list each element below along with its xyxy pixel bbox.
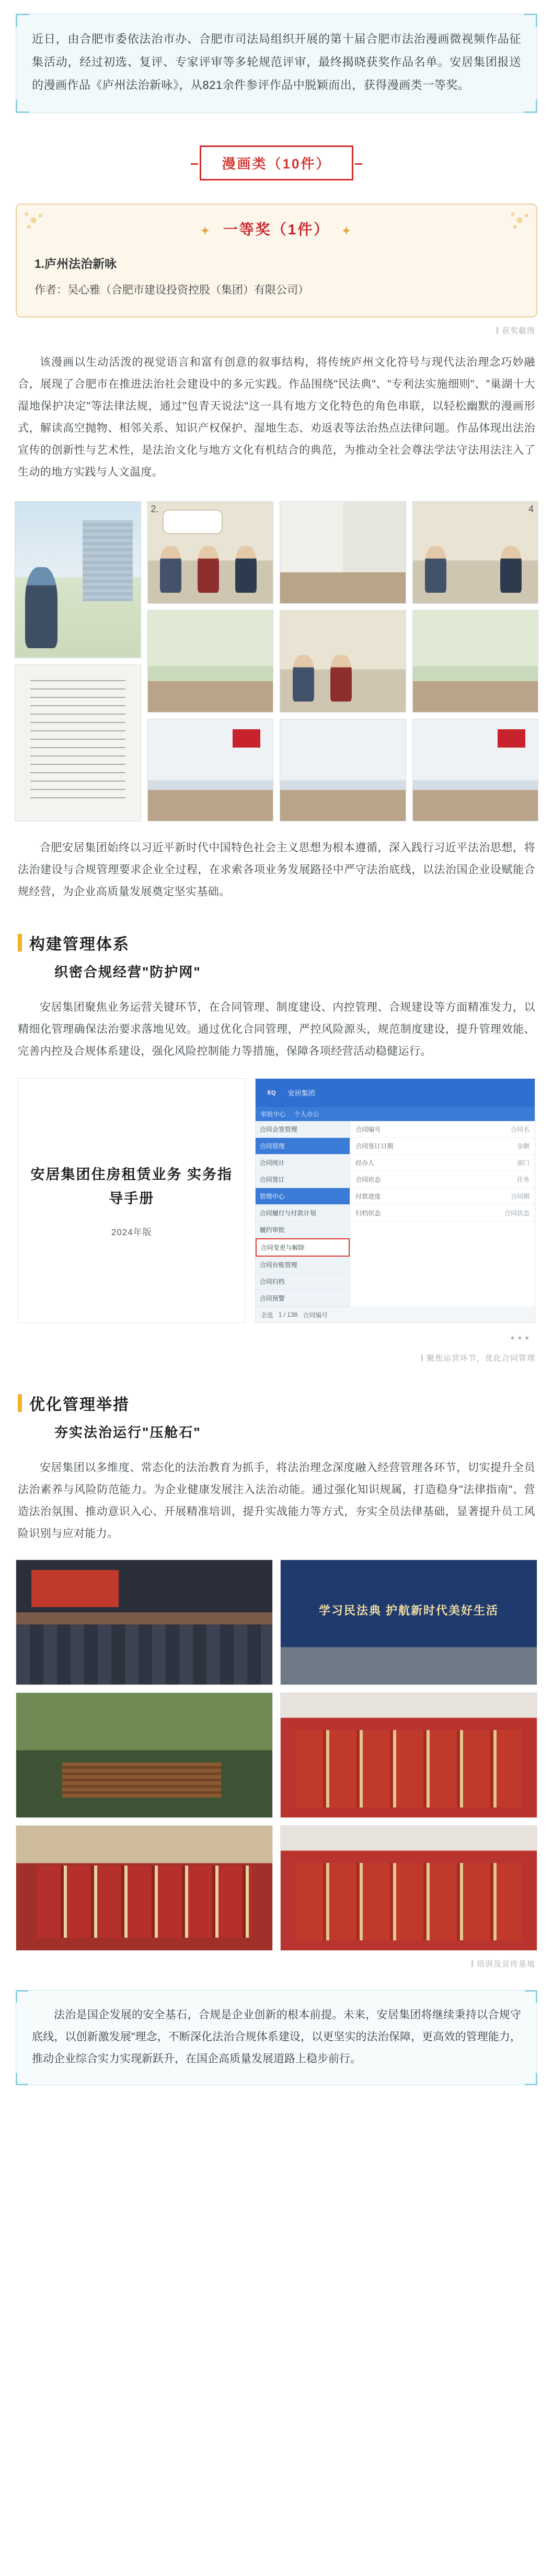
detail-value: 合同名 bbox=[510, 1125, 529, 1133]
corner-decoration-top-left bbox=[16, 14, 29, 27]
text-lines-art bbox=[30, 680, 125, 805]
banner-tick-right-icon bbox=[355, 163, 362, 165]
figure-art bbox=[330, 655, 352, 702]
manual-cover bbox=[18, 1078, 246, 1323]
comic-panel-number: 2. bbox=[151, 503, 159, 514]
caption-text: 获奖截图 bbox=[501, 326, 535, 335]
sparkle-left-icon: ✦ bbox=[201, 225, 211, 237]
sidebar-item-contract-change[interactable]: 合同变更与解除 bbox=[256, 1238, 350, 1257]
manual-caption bbox=[0, 1345, 553, 1363]
detail-row bbox=[350, 1188, 535, 1205]
closing-text: 法治是国企发展的安全基石，合规是企业创新的根本前提。未来，安居集团将继续秉持以合规守底线，以创新激发展"理念，不断深化法治合规体系建设，以更坚实的法治保障，更高效的管理能力，推动企业综合实力实现新跃升，在国企高质量发展道路上稳步前行。 bbox=[32, 2008, 521, 2065]
corner-decoration-bottom-right bbox=[525, 2073, 537, 2085]
comic-panel bbox=[280, 719, 406, 821]
app-logo-icon: EQ bbox=[261, 1082, 283, 1104]
banner-tick-left-icon bbox=[191, 163, 198, 165]
caption-bar-icon bbox=[421, 1354, 423, 1361]
sidebar-item-contract-signoff[interactable]: 合同会签管理 bbox=[256, 1121, 350, 1138]
app-body bbox=[256, 1121, 535, 1307]
caption-bar-icon bbox=[471, 1960, 473, 1967]
app-tabs[interactable] bbox=[256, 1107, 535, 1121]
intro-section bbox=[0, 0, 553, 118]
caption-text: 培训及宣传基地 bbox=[476, 1959, 535, 1969]
detail-row bbox=[350, 1205, 535, 1222]
figure-art bbox=[25, 567, 57, 648]
section-title: 优化管理举措 bbox=[29, 1396, 130, 1414]
photo-gallery bbox=[0, 1545, 553, 1951]
contract-system-screenshot bbox=[255, 1078, 535, 1323]
category-banner-wrap bbox=[0, 145, 553, 180]
award-title: 一等奖（1件） bbox=[223, 221, 330, 238]
desk-art bbox=[413, 681, 538, 711]
detail-row bbox=[350, 1155, 535, 1171]
banner-text-art: 学习民法典 护航新时代美好生活 bbox=[318, 1604, 499, 1618]
sidebar-item-contract-signing[interactable]: 合同签订 bbox=[256, 1171, 350, 1188]
comic-panel bbox=[147, 610, 274, 713]
sidebar-item-contract-management[interactable]: 合同管理 bbox=[256, 1138, 350, 1155]
sidebar-item-performance-payment-plan[interactable]: 合同履行与付款计划 bbox=[256, 1205, 350, 1222]
comic-panel bbox=[412, 501, 539, 604]
accent-bar-icon bbox=[18, 1394, 22, 1412]
book-stack-art bbox=[37, 1866, 252, 1938]
intro-text: 近日，由合肥市委依法治市办、合肥市司法局组织开展的第十届合肥市法治漫画微视频作品征集活动，经过初选、复评、专家评审等多轮规范评审，最终揭晓获奖作品名单。安居集团报送的漫画作品《庐州法治新咏》，从821余件参评作品中脱颖而出，获得漫画类一等奖。 bbox=[32, 32, 521, 92]
sidebar-item-contract-archive[interactable]: 合同归档 bbox=[256, 1273, 350, 1290]
detail-key: 合同编号 bbox=[355, 1125, 381, 1133]
manual-title: 安居集团住房租赁业务 实务指导手册 bbox=[30, 1167, 233, 1207]
accent-bar-icon bbox=[18, 934, 22, 952]
desk-art bbox=[413, 790, 538, 820]
bench-art bbox=[62, 1762, 221, 1798]
comic-panel bbox=[15, 664, 141, 821]
comic-column-4 bbox=[412, 501, 539, 821]
section-subtitle: 夯实法治运行"压舱石" bbox=[54, 1424, 201, 1440]
comic-panel bbox=[147, 501, 274, 604]
figure-art bbox=[235, 546, 257, 593]
comic-panel bbox=[280, 501, 406, 604]
comic-panel bbox=[15, 501, 141, 658]
section-build-system bbox=[0, 903, 553, 981]
award-title-row bbox=[34, 218, 519, 239]
book-stack-art bbox=[296, 1730, 521, 1807]
detail-value: 任务 bbox=[516, 1176, 529, 1183]
sidebar-item-contract-alert[interactable]: 合同预警 bbox=[256, 1290, 350, 1307]
award-section bbox=[0, 186, 553, 318]
comic-column-3 bbox=[280, 501, 406, 821]
figure-art bbox=[160, 546, 181, 593]
sidebar-item-performance-approval[interactable]: 履约审批 bbox=[256, 1222, 350, 1238]
intro-card bbox=[16, 14, 537, 113]
section-title-row bbox=[18, 931, 535, 954]
projection-screen-art bbox=[31, 1570, 119, 1607]
comic-panel bbox=[280, 610, 406, 713]
award-author: 作者：吴心雅（合肥市建设投资控股（集团）有限公司） bbox=[34, 284, 309, 296]
category-banner-label: 漫画类（10件） bbox=[222, 156, 331, 172]
closing-section bbox=[0, 1969, 553, 2117]
management-paragraph: 安居集团聚焦业务运营关键环节，在合同管理、制度建设、内控管理、合规建设等方面精准发力，以精细化管理确保法治要求落地见效。通过优化合同管理，严控风险源头，规范制度建设，提升管理效能、完善内控及合规体系建设，强化风险控制能力等措施，保障各项经营活动稳健运行。 bbox=[18, 1001, 535, 1057]
corner-decoration-bottom-left bbox=[16, 99, 29, 113]
app-sidebar[interactable] bbox=[256, 1121, 351, 1307]
section-title-row bbox=[18, 1392, 535, 1415]
closing-card bbox=[16, 1990, 537, 2085]
caption-bar-icon bbox=[497, 327, 498, 334]
detail-key: 合同签订日期 bbox=[355, 1142, 394, 1150]
photo-books-2 bbox=[16, 1825, 273, 1951]
detail-row bbox=[350, 1171, 535, 1188]
photo-books-1 bbox=[280, 1692, 537, 1818]
comic-panel bbox=[412, 719, 539, 821]
section-subtitle: 织密合规经营"防护网" bbox=[54, 964, 201, 980]
flag-art bbox=[233, 729, 260, 748]
tab-personal-office[interactable]: 个人办公 bbox=[294, 1110, 319, 1118]
desk-art bbox=[148, 790, 273, 820]
corner-decoration-top-right bbox=[524, 14, 537, 27]
detail-key: 合同状态 bbox=[355, 1176, 381, 1183]
comic-panel bbox=[147, 719, 274, 821]
desk-art bbox=[280, 572, 406, 603]
desk-art bbox=[148, 681, 273, 711]
detail-row bbox=[350, 1138, 535, 1155]
sidebar-item-contract-stats[interactable]: 合同统计 bbox=[256, 1155, 350, 1171]
detail-value: 合同期 bbox=[510, 1192, 529, 1200]
after-comic-paragraph: 合肥安居集团始终以习近平新时代中国特色社会主义思想为根本遵循，深入践行习近平法治思想，将法治建设与合规管理要求企业全过程，在求索各项业务发展路径中严守法治底线，以法治国企业设赋能合规经营，为企业高质量发展奠定坚实基础。 bbox=[18, 841, 535, 898]
building-art bbox=[83, 520, 133, 601]
detail-row bbox=[350, 1121, 535, 1138]
corner-decoration-bottom-left bbox=[16, 2073, 28, 2085]
training-caption bbox=[0, 1951, 553, 1969]
corner-decoration-top-right bbox=[525, 1990, 537, 2003]
app-footer[interactable] bbox=[256, 1307, 535, 1323]
photo-outdoor bbox=[16, 1692, 273, 1818]
category-banner bbox=[200, 145, 354, 180]
photo-banner bbox=[280, 1560, 537, 1685]
app-name: 安居集团 bbox=[287, 1089, 315, 1098]
desk-art bbox=[280, 790, 406, 820]
award-item: 1.庐州法治新咏 bbox=[34, 257, 117, 270]
footer-action[interactable]: 合同编号 bbox=[303, 1311, 328, 1319]
paging-indicator[interactable]: 1 / 138 bbox=[278, 1311, 298, 1319]
sparkle-right-icon: ✦ bbox=[342, 225, 352, 237]
comic-intro-paragraph: 该漫画以生动活泼的视觉语言和富有创意的叙事结构，将传统庐州文化符号与现代法治理念巧妙融合，展现了合肥市在推进法治社会建设中的多元实践。作品围绕"民法典"、"专利法实施细则"、"巢湖十大湿地保护决定"等法律法规，通过"包青天说法"这一具有地方文化特色的角色串联，以轻松幽默的漫画形式，解读高空抛物、相邻关系、知识产权保护、湿地生态、劝返表等法治热点法律问题。作品体现出法治宣传的创新性与艺术性，是法治文化与地方文化有机结合的典范，为推动全社会尊法学法守法用法注入了生动的地方实践与人文温度。 bbox=[18, 356, 535, 478]
comic-panel-number: 4 bbox=[528, 503, 534, 514]
photo-conference bbox=[16, 1560, 273, 1685]
section-optimize bbox=[0, 1363, 553, 1441]
comic-column-2 bbox=[147, 501, 274, 821]
detail-value: 部门 bbox=[516, 1159, 529, 1167]
sidebar-item-management-center[interactable]: 管理中心 bbox=[256, 1188, 350, 1205]
measures-paragraph: 安居集团以多维度、常态化的法治教育为抓手，将法治理念深度融入经营管理各环节，切实提升全员法治素养与风险防范能力。为企业健康发展注入法治动能。通过强化知识规属，打造稳身"法律指南"、营造法治氛围、推动意识入心、开展精准培训，提升实战能力等方式，夯实全员法律基础，显著提升员工风险识别与应对能力。 bbox=[18, 1461, 535, 1540]
detail-key: 付款进度 bbox=[355, 1192, 381, 1200]
detail-value: 金额 bbox=[516, 1142, 529, 1150]
caption-text: 聚焦运营环节，优化合同管理 bbox=[426, 1353, 535, 1363]
figure-art bbox=[425, 546, 446, 593]
manual-figure-row bbox=[0, 1063, 553, 1323]
corner-decoration-bottom-right bbox=[524, 99, 537, 113]
award-box bbox=[16, 204, 537, 318]
app-header bbox=[256, 1079, 535, 1107]
detail-value: 合同状态 bbox=[504, 1209, 529, 1217]
detail-key: 归档状态 bbox=[355, 1209, 381, 1217]
comic-gallery bbox=[0, 483, 553, 821]
flag-art bbox=[498, 729, 525, 748]
detail-key: 经办人 bbox=[355, 1159, 375, 1167]
figure-art bbox=[293, 655, 314, 702]
book-stack-art bbox=[296, 1863, 521, 1940]
decorative-dots: ••• bbox=[510, 1331, 532, 1345]
manual-year: 2024年版 bbox=[111, 1227, 152, 1237]
comic-column-1 bbox=[15, 501, 141, 821]
figure-art bbox=[198, 546, 219, 593]
tab-approval-center[interactable]: 审批中心 bbox=[260, 1110, 286, 1118]
audience-seats-art bbox=[16, 1624, 272, 1684]
section-title: 构建管理体系 bbox=[29, 935, 130, 953]
corner-decoration-top-left bbox=[16, 1990, 28, 2003]
comic-panel bbox=[412, 610, 539, 713]
award-image-caption bbox=[0, 318, 553, 336]
figure-art bbox=[500, 546, 522, 593]
app-detail-list bbox=[350, 1121, 535, 1307]
speech-bubble-art bbox=[163, 510, 223, 534]
photo-books-3 bbox=[280, 1825, 537, 1951]
select-all-checkbox[interactable]: 全选 bbox=[260, 1311, 273, 1319]
sidebar-item-contract-ledger[interactable]: 合同台账管理 bbox=[256, 1257, 350, 1273]
